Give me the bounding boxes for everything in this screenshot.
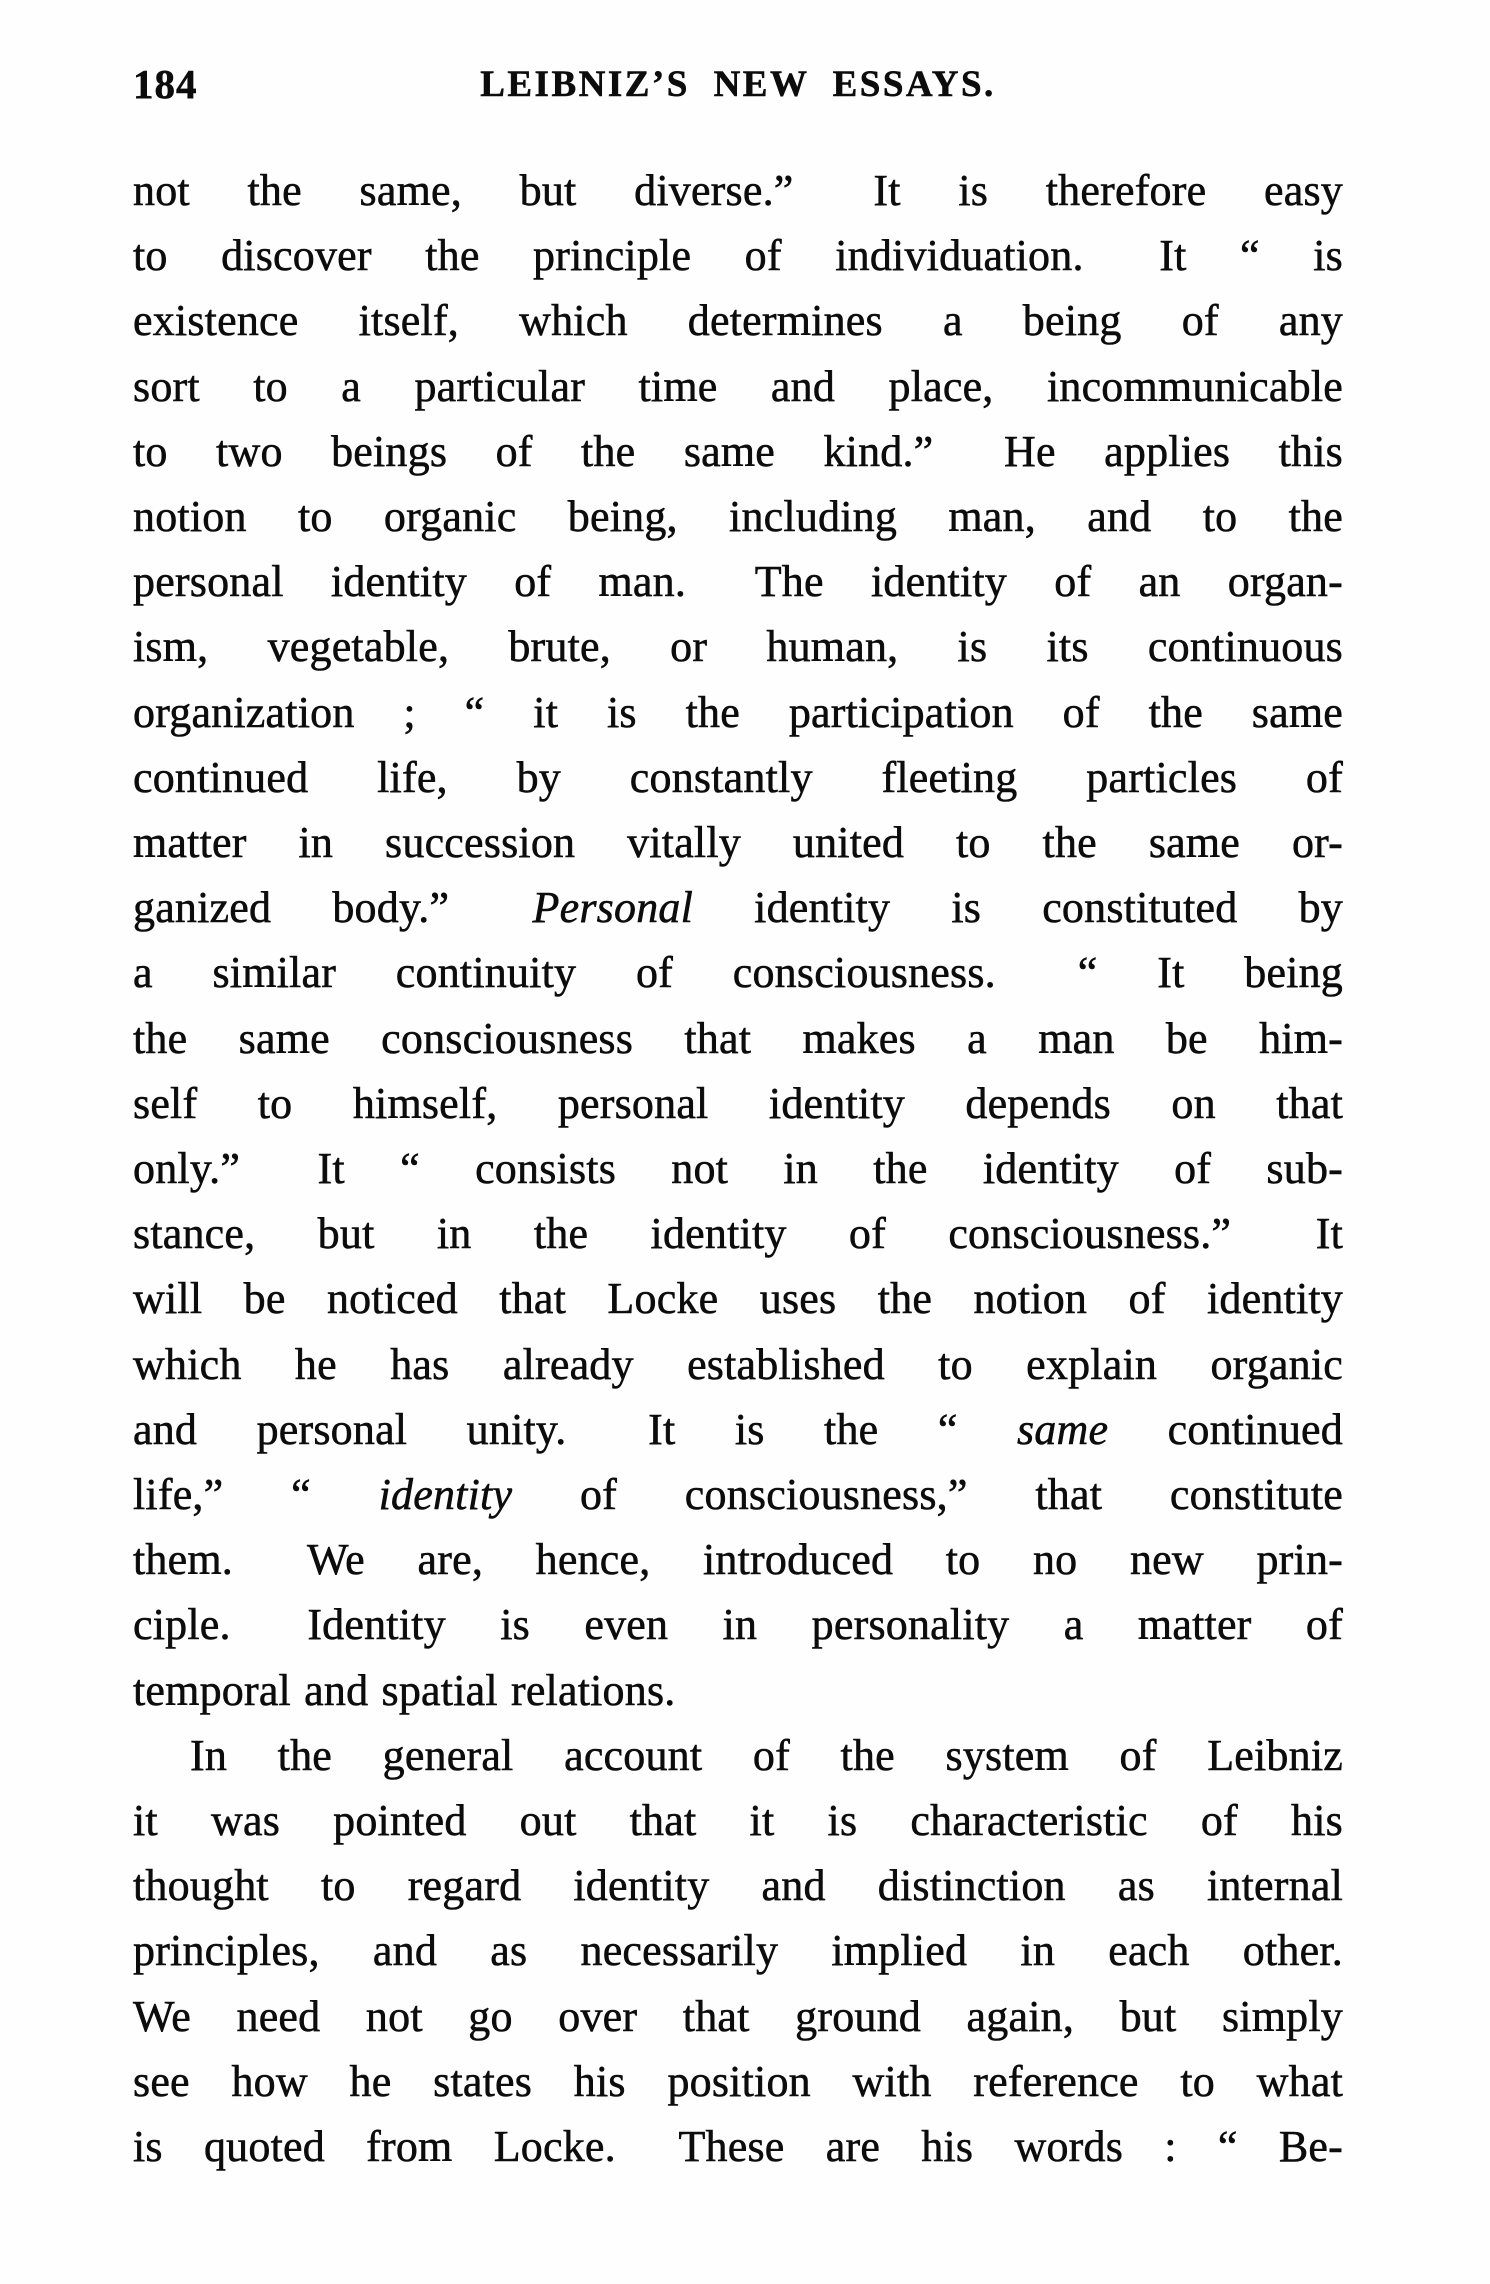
text-run: temporal and spatial relations.: [133, 1665, 676, 1715]
italic-text: same: [1017, 1404, 1109, 1454]
page-header: [133, 62, 1343, 114]
text-line: [133, 354, 1343, 419]
text-run: We need not go over that ground again, but simply: [133, 1991, 1343, 2041]
text-line: [133, 875, 1343, 940]
text-run: matter in succession vitally united to the same or-: [133, 818, 1343, 868]
text-line: [133, 1006, 1343, 1071]
text-run: a similar continuity of consciousness. “ It being: [133, 948, 1343, 998]
text-line: [133, 614, 1343, 679]
text-line: [133, 1723, 1343, 1788]
text-run: will be noticed that Locke uses the notion of identity: [133, 1274, 1343, 1324]
text-run: In the general account of the system of Leibniz: [190, 1730, 1343, 1780]
text-run: is quoted from Locke. These are his words : “ Be-: [133, 2122, 1343, 2172]
text-line: [133, 680, 1343, 745]
text-run: which he has already established to explain organic: [133, 1339, 1343, 1389]
text-run: ism, vegetable, brute, or human, is its continuous: [133, 622, 1343, 672]
text-run: ganized body.”: [133, 883, 533, 933]
text-line: [133, 1788, 1343, 1853]
text-run: continued life, by constantly fleeting particles of: [133, 752, 1343, 802]
text-run: existence itself, which determines a being of any: [133, 296, 1343, 346]
text-line: [133, 810, 1343, 875]
page-number: 184: [133, 61, 198, 107]
text-run: the same consciousness that makes a man be him-: [133, 1013, 1343, 1063]
running-title: LEIBNIZ’S NEW ESSAYS.: [480, 64, 996, 105]
text-run: to two beings of the same kind.” He applies this: [133, 426, 1343, 476]
text-line: [133, 1397, 1343, 1462]
text-line: [133, 1592, 1343, 1657]
text-line: [133, 419, 1343, 484]
text-run: and personal unity. It is the “: [133, 1404, 1017, 1454]
text-run: thought to regard identity and distinction as internal: [133, 1861, 1343, 1911]
text-run: only.” It “ consists not in the identity of sub-: [133, 1144, 1343, 1194]
text-run: ciple. Identity is even in personality a matter of: [133, 1600, 1343, 1650]
text-line: [133, 1266, 1343, 1331]
text-line: [133, 2114, 1343, 2179]
text-line: [133, 549, 1343, 614]
text-run: organization ; “ it is the participation of the same: [133, 687, 1343, 737]
text-line: [133, 288, 1343, 353]
text-line: [133, 1853, 1343, 1918]
text-run: continued: [1108, 1404, 1343, 1454]
italic-text: Personal: [532, 883, 694, 933]
text-run: of consciousness,” that constitute: [512, 1470, 1343, 1520]
text-run: personal identity of man. The identity of an organ-: [133, 557, 1343, 607]
text-run: sort to a particular time and place, incommunicable: [133, 361, 1343, 411]
text-run: self to himself, personal identity depends on that: [133, 1078, 1343, 1128]
text-line: [133, 1658, 1343, 1723]
text-run: to discover the principle of individuation. It “ is: [133, 231, 1343, 281]
text-line: [133, 940, 1343, 1005]
text-run: notion to organic being, including man, and to the: [133, 492, 1343, 542]
text-run: see how he states his position with reference to what: [133, 2056, 1343, 2106]
text-run: stance, but in the identity of consciousness.” It: [133, 1209, 1343, 1259]
text-line: [133, 745, 1343, 810]
text-run: not the same, but diverse.” It is therefore easy: [133, 166, 1343, 215]
text-run: identity is constituted by: [693, 883, 1343, 933]
text-line: [133, 1136, 1343, 1201]
text-line: [133, 223, 1343, 288]
text-line: [133, 1984, 1343, 2049]
text-run: life,” “: [133, 1470, 379, 1520]
text-line: [133, 1071, 1343, 1136]
text-line: [133, 1527, 1343, 1592]
text-run: them. We are, hence, introduced to no new prin-: [133, 1535, 1343, 1585]
page-body: [133, 158, 1343, 2179]
text-line: [133, 2049, 1343, 2114]
text-line: [133, 1201, 1343, 1266]
text-line: [133, 484, 1343, 549]
text-line: [133, 1462, 1343, 1527]
text-line: [133, 1332, 1343, 1397]
text-run: principles, and as necessarily implied in each other.: [133, 1926, 1343, 1976]
text-run: it was pointed out that it is characteristic of his: [133, 1796, 1343, 1846]
text-line: [133, 158, 1343, 223]
text-line: [133, 1918, 1343, 1983]
italic-text: identity: [378, 1470, 513, 1520]
